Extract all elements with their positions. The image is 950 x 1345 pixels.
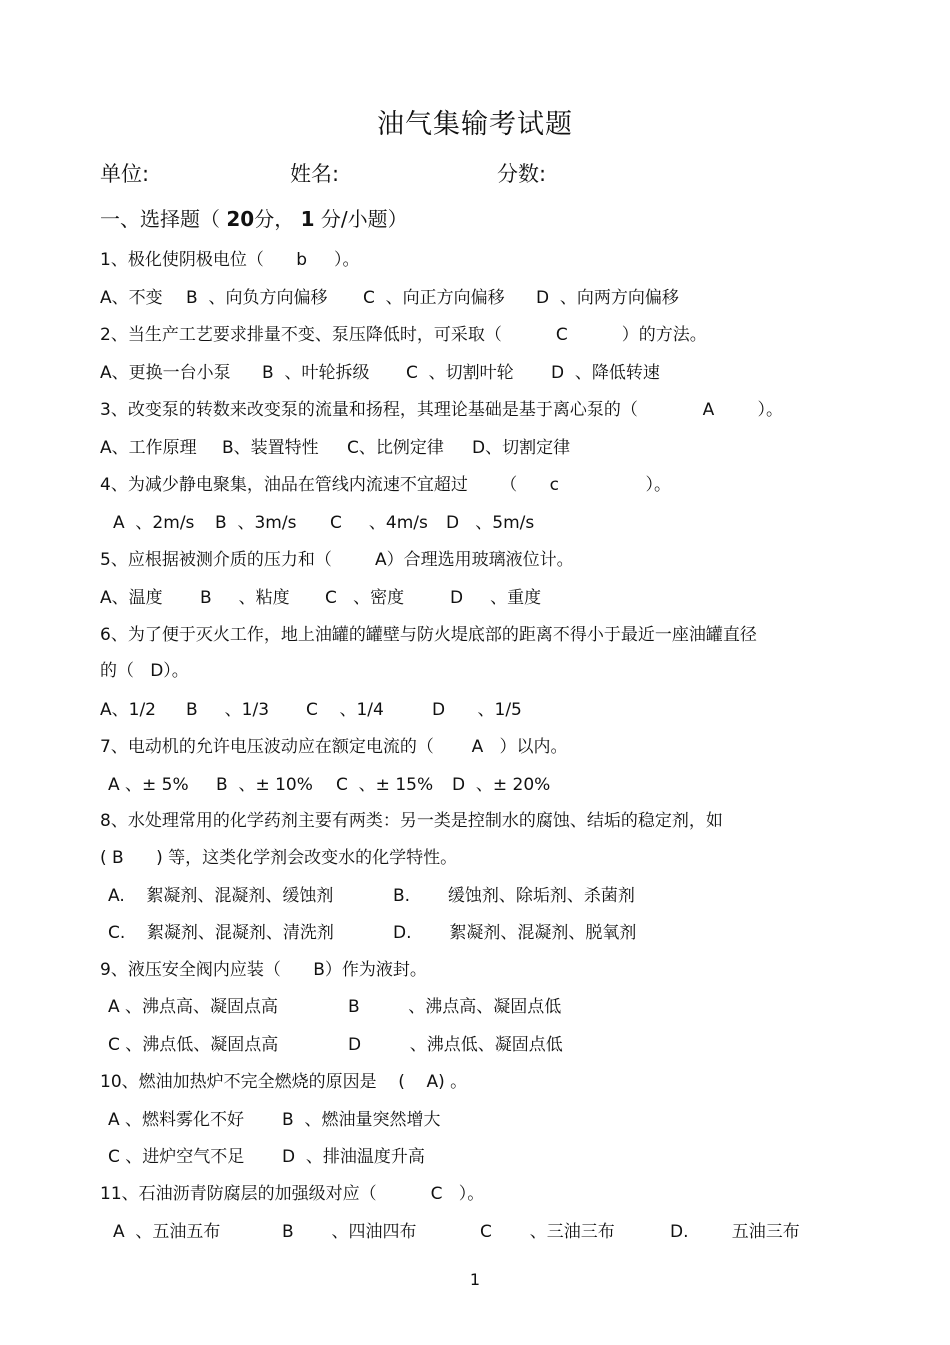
option-text: D 、排油温度升高 (282, 1147, 425, 1167)
option-text: D、切割定律 (472, 438, 571, 458)
option-text: B. 缓蚀剂、除垢剂、杀菌剂 (393, 886, 635, 906)
option-text: C、比例定律 (347, 438, 444, 458)
option-text: A 、± 5% (108, 775, 189, 795)
option-text: A、温度 (100, 588, 163, 608)
option-text: B 、沸点高、凝固点低 (348, 997, 562, 1017)
option-text: B 、1/3 (186, 700, 270, 720)
option-text: D 、± 20% (452, 775, 551, 795)
question-text: 6、为了便于灭火工作，地上油罐的罐壁与防火堤底部的距离不得小于最近一座油罐直径 (100, 625, 757, 645)
page-number: 1 (469, 1270, 481, 1289)
page-title: 油气集输考试题 (377, 109, 573, 140)
option-text: C. 絮凝剂、混凝剂、清洗剂 (108, 923, 334, 943)
option-text: C 、向正方向偏移 (363, 288, 505, 308)
name-label: 姓名: (290, 162, 340, 186)
option-text: B 、粘度 (200, 588, 290, 608)
option-text: D 、重度 (450, 588, 542, 608)
option-text: A 、燃料雾化不好 (108, 1110, 245, 1130)
question-text: 的（ D）。 (100, 661, 189, 681)
option-text: C 、± 15% (336, 775, 434, 795)
question-text: 1、极化使阴极电位（ b ）。 (100, 250, 360, 270)
option-text: A 、沸点高、凝固点高 (108, 997, 279, 1017)
option-text: D. 五油三布 (670, 1222, 800, 1242)
option-text: A、不变 (100, 288, 163, 308)
option-text: D 、向两方向偏移 (536, 288, 679, 308)
question-text: 8、水处理常用的化学药剂主要有两类：另一类是控制水的腐蚀、结垢的稳定剂，如 (100, 811, 723, 831)
option-text: B 、3m/s (215, 513, 297, 533)
option-text: D 、5m/s (446, 513, 535, 533)
option-text: D 、降低转速 (551, 363, 660, 383)
option-text: B 、± 10% (216, 775, 313, 795)
option-text: B 、燃油量突然增大 (282, 1110, 441, 1130)
option-text: D. 絮凝剂、混凝剂、脱氧剂 (393, 923, 637, 943)
unit-label: 单位: (100, 162, 150, 186)
option-text: D 、1/5 (432, 700, 522, 720)
question-text: 2、当生产工艺要求排量不变、泵压降低时，可采取（ C ）的方法。 (100, 325, 707, 345)
option-text: C 、1/4 (306, 700, 384, 720)
question-text: 5、应根据被测介质的压力和（ A）合理选用玻璃液位计。 (100, 550, 574, 570)
option-text: A、1/2 (100, 700, 156, 720)
option-text: A 、五油五布 (113, 1222, 221, 1242)
question-text: 4、为减少静电聚集，油品在管线内流速不宜超过 （ c ）。 (100, 475, 671, 495)
section-heading: 一、选择题（ 20分， 1 分/小题） (100, 207, 408, 231)
option-text: B 、叶轮拆级 (262, 363, 370, 383)
option-text: A. 絮凝剂、混凝剂、缓蚀剂 (108, 886, 334, 906)
option-text: C 、密度 (325, 588, 405, 608)
question-text: 11、石油沥青防腐层的加强级对应（ C ）。 (100, 1184, 485, 1204)
option-text: B 、四油四布 (282, 1222, 417, 1242)
option-text: C 、三油三布 (480, 1222, 615, 1242)
option-text: C 、切割叶轮 (406, 363, 514, 383)
option-text: C 、进炉空气不足 (108, 1147, 245, 1167)
option-text: A 、2m/s (113, 513, 195, 533)
question-text: 10、燃油加热炉不完全燃烧的原因是 ( A) 。 (100, 1072, 468, 1092)
option-text: B 、向负方向偏移 (186, 288, 328, 308)
question-text: ( B ) 等，这类化学剂会改变水的化学特性。 (100, 848, 458, 868)
option-text: A、工作原理 (100, 438, 197, 458)
score-label: 分数: (497, 162, 547, 186)
question-text: 3、改变泵的转数来改变泵的流量和扬程，其理论基础是基于离心泵的（ A ）。 (100, 400, 784, 420)
option-text: D 、沸点低、凝固点低 (348, 1035, 563, 1055)
question-text: 7、电动机的允许电压波动应在额定电流的（ A ）以内。 (100, 737, 568, 757)
option-text: C 、沸点低、凝固点高 (108, 1035, 279, 1055)
option-text: C 、4m/s (330, 513, 428, 533)
question-text: 9、液压安全阀内应装（ B）作为液封。 (100, 960, 427, 980)
option-text: A、更换一台小泵 (100, 363, 231, 383)
option-text: B、装置特性 (222, 438, 319, 458)
